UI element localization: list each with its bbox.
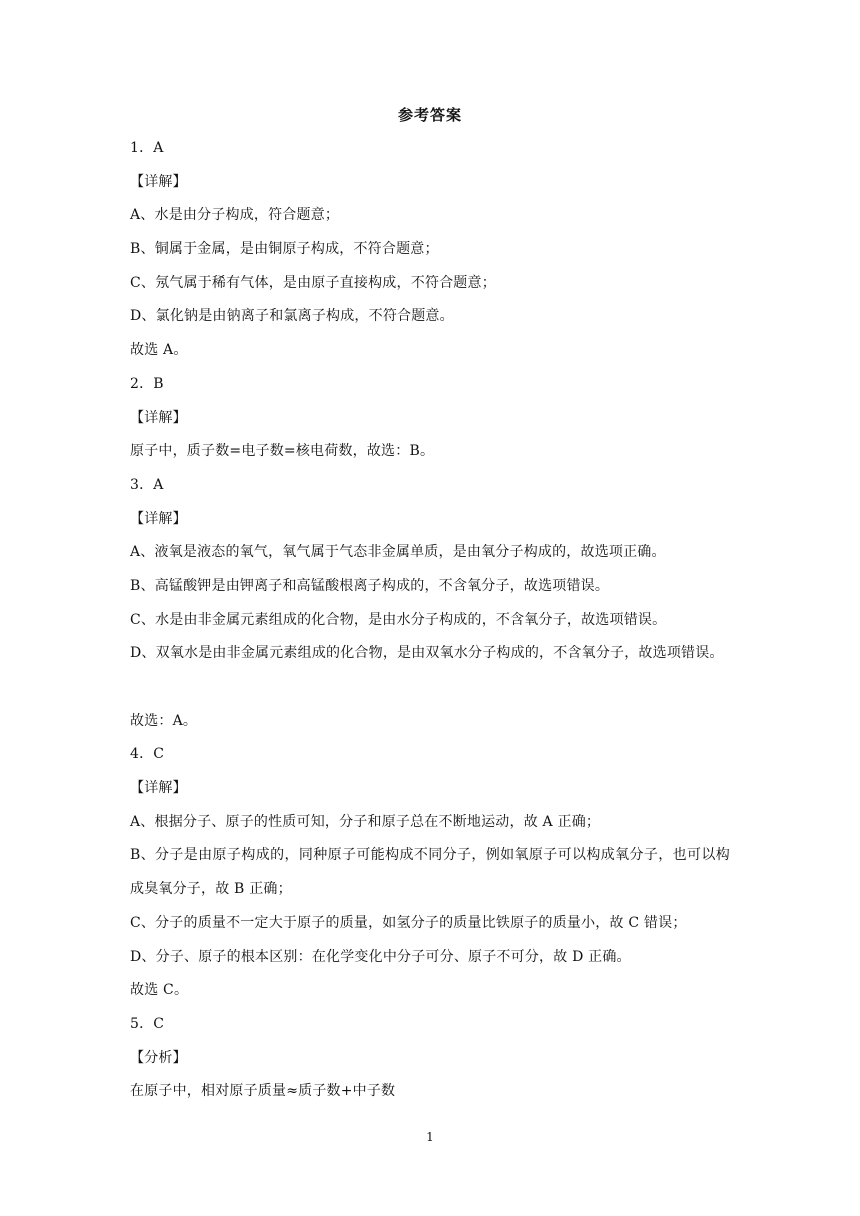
section-label: 【详解】 [130,409,187,426]
explanation-line: A、根据分子、原子的性质可知，分子和原子总在不断地运动，故 A 正确； [130,813,601,830]
page-title: 参考答案 [397,106,462,124]
section-label: 【详解】 [130,780,187,797]
answer-number: 5．C [130,1015,165,1032]
explanation-line: A、液氧是液态的氧气，氧气属于气态非金属单质，是由氧分子构成的，故选项正确。 [130,544,666,561]
explanation-line: 在原子中，相对原子质量≈质子数+中子数 [130,1083,396,1100]
explanation-line: C、氖气属于稀有气体，是由原子直接构成，不符合题意； [130,274,496,291]
explanation-line: D、双氧水是由非金属元素组成的化合物，是由双氧水分子构成的，不含氧分子，故选项错误。 [130,645,724,662]
explanation-line: C、分子的质量不一定大于原子的质量，如氢分子的质量比铁原子的质量小，故 C 错误； [130,914,687,931]
answer-number: 1．A [130,140,164,156]
section-label: 【分析】 [130,1049,187,1066]
explanation-line: B、铜属于金属，是由铜原子构成，不符合题意； [130,241,439,258]
explanation-line: B、高锰酸钾是由钾离子和高锰酸根离子构成的，不含氧分子，故选项错误。 [130,577,610,594]
explanation-line: A、水是由分子构成，符合题意； [130,207,340,224]
explanation-line: C、水是由非金属元素组成的化合物，是由水分子构成的，不含氧分子，故选项错误。 [130,611,667,628]
conclusion-line: 故选 A。 [130,342,188,359]
page-number: 1 [426,1130,434,1144]
section-label: 【详解】 [130,510,187,527]
answer-number: 2．B [130,375,164,392]
explanation-line: D、分子、原子的根本区别：在化学变化中分子可分、原子不可分，故 D 正确。 [130,948,631,965]
conclusion-line: 故选：A。 [130,712,198,729]
explanation-line: B、分子是由原子构成的，同种原子可能构成不同分子，例如氧原子可以构成氧分子，也可以构成臭氧分子，故 B 正确； [130,847,730,898]
section-label: 【详解】 [130,173,187,190]
answer-number: 4．C [130,746,165,763]
conclusion-line: 故选 C。 [130,982,189,999]
explanation-line: 原子中，质子数=电子数=核电荷数，故选：B。 [130,443,435,460]
explanation-line: D、氯化钠是由钠离子和氯离子构成，不符合题意。 [130,308,454,325]
answer-number: 3．A [130,476,164,493]
answer-content [130,132,730,1109]
